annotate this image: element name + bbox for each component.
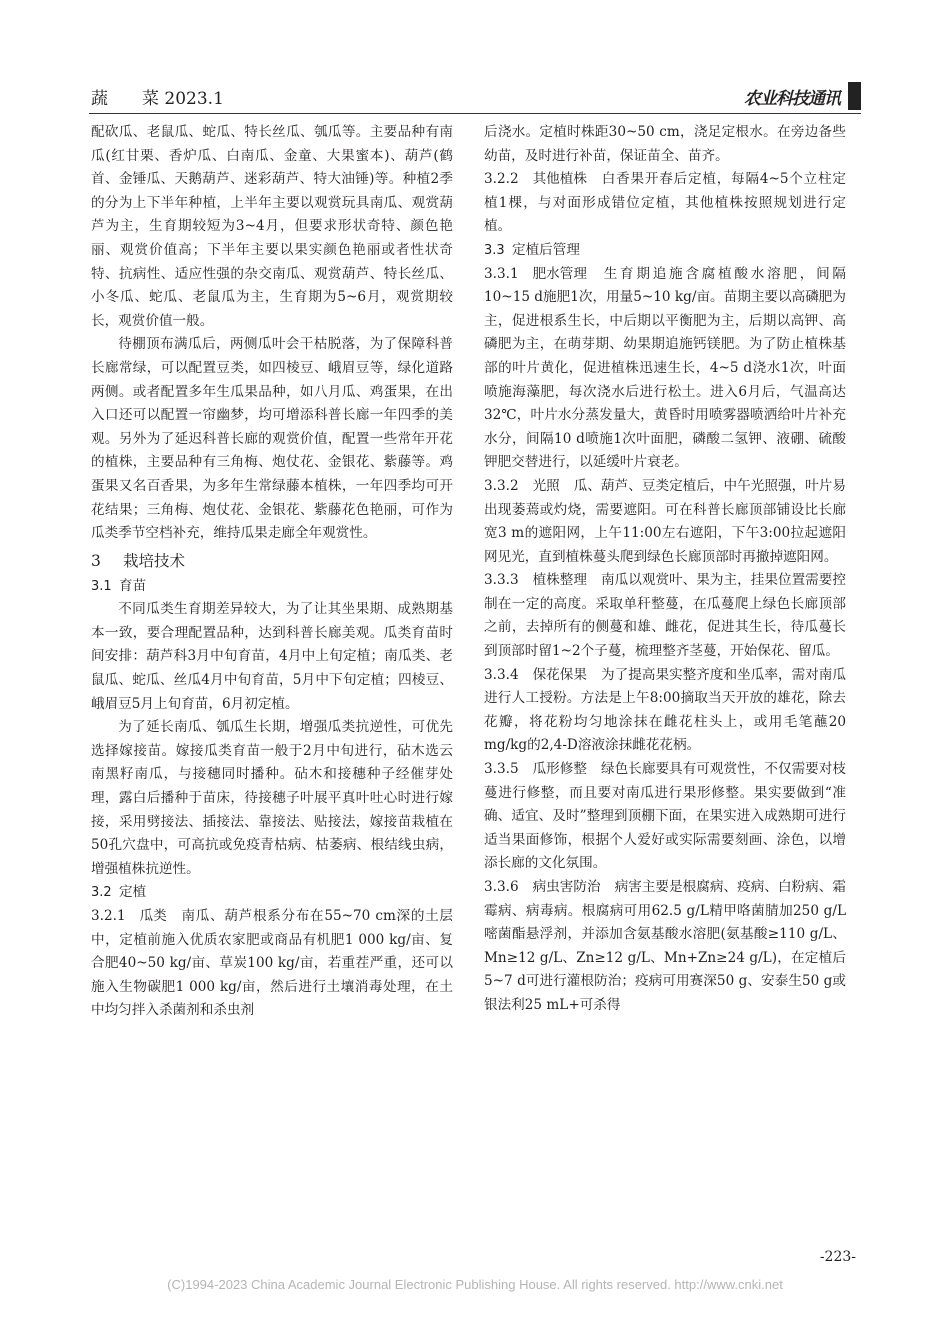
section-heading-3: [91, 548, 453, 574]
paragraph-3-3-5: [484, 758, 846, 876]
subsubsection-number: 3.3.4: [484, 666, 519, 683]
subsection-heading-3-3: [484, 239, 846, 263]
journal-name: 蔬 菜: [91, 89, 159, 109]
subsubsection-number: 3.2.1: [91, 908, 126, 924]
paragraph-text: 瓜、葫芦、豆类定植后，中午光照强，叶片易出现萎蔫或灼烧，需要遮阳。可在科普长廊顶部铺设比长廊宽3 m的遮阳网，上午11:00左右遮阳，下午3:00拉起遮阳网见光，直到植株蔓头爬到绿色长廊顶部时再撤掉遮阳网。: [484, 477, 846, 565]
subsection-number: 3.1: [91, 578, 112, 594]
subsubsection-number: 3.2.2: [484, 171, 519, 188]
subsection-number: 3.3: [484, 242, 505, 258]
subsubsection-title: 植株整理: [532, 572, 587, 589]
brand-block: [744, 82, 861, 110]
brand-logo-text: 农业科技通讯: [744, 88, 840, 109]
journal-info: [91, 84, 224, 109]
paragraph-3-3-6: [484, 876, 846, 1018]
subsubsection-number: 3.3.6: [484, 879, 519, 895]
paragraph-3-2-1: [91, 905, 453, 1023]
paragraph-3-3-1: [484, 263, 846, 475]
header-rule: [89, 113, 861, 114]
subsection-number: 3.2: [91, 885, 112, 901]
subsubsection-number: 3.3.3: [484, 572, 519, 589]
subsubsection-title: 保花保果: [532, 666, 587, 683]
running-header: [89, 82, 861, 112]
subsubsection-title: 瓜形修整: [532, 761, 587, 778]
page-number: -223-: [819, 1249, 856, 1265]
paragraph-text: 为了提高果实整齐度和坐瓜率，需对南瓜进行人工授粉。方法是上午8:00摘取当天开放的雄花，除去花瓣，将花粉均匀地涂抹在雌花柱头上，或用毛笔蘸20 mg/kg的2,4-D溶液涂抹雌花花柄。: [484, 666, 846, 754]
subsection-heading-3-1: [91, 575, 453, 599]
brand-bar: [848, 82, 861, 110]
paragraph-text: 白香果开春后定植，每隔4~5个立柱定植1棵，与对面形成错位定植，其他植株按照规划进行定植。: [484, 171, 846, 235]
paragraph-3-3-3: [484, 569, 846, 663]
subsection-heading-3-2: [91, 881, 453, 905]
paragraph: 后浇水。定植时株距30~50 cm，浇足定根水。在旁边备些幼苗，及时进行补苗，保证苗全、苗齐。: [484, 124, 846, 164]
subsubsection-title: 瓜类: [139, 908, 167, 924]
subsection-title: 定植: [119, 884, 147, 901]
left-column: [91, 121, 453, 1023]
subsubsection-title: 光照: [532, 477, 560, 494]
subsubsection-number: 3.3.1: [484, 265, 519, 282]
subsubsection-number: 3.3.5: [484, 761, 519, 778]
subsubsection-title: 其他植株: [532, 171, 587, 188]
subsection-title: 定植后管理: [512, 241, 580, 258]
subsection-title: 育苗: [119, 577, 147, 594]
paragraph: 待棚顶布满瓜后，两侧瓜叶会干枯脱落，为了保障科普长廊常绿，可以配置豆类，如四棱豆、峨眉豆等，绿化道路两侧。或者配置多年生瓜果品种，如八月瓜、鸡蛋果，在出入口还可以配置一帘幽梦，均可增添科普长廊一年四季的美观。另外为了延迟科普长廊的观赏价值，配置一些常年开花的植株，主要品种有三角梅、炮仗花、金银花、紫藤等。鸡蛋果又名百香果，为多年生常绿藤本植株，一年四季均可开花结果；三角梅、炮仗花、金银花、紫藤花色艳丽，可作为瓜类季节空档补充，维持瓜果走廊全年观赏性。: [91, 336, 453, 542]
paragraph-3-3-2: [484, 475, 846, 569]
paragraph: 配砍瓜、老鼠瓜、蛇瓜、特长丝瓜、瓠瓜等。主要品种有南瓜(红甘栗、香炉瓜、白南瓜、金童、大果蜜本)、葫芦(鹤首、金锤瓜、天鹅葫芦、迷彩葫芦、特大油锤)等。种植2季的分为上下半年种植，上半年主要以观赏玩具南瓜、观赏葫芦为主，生育期较短为3~4月，但要求形状奇特、颜色艳丽、观赏价值高；下半年主要以果实颜色艳丽或者性状奇特、抗病性、适应性强的杂交南瓜、观赏葫芦、特长丝瓜、小冬瓜、蛇瓜、老鼠瓜为主，生育期为5~6月，观赏期较长，观赏价值一般。: [91, 124, 453, 329]
paragraph-text: 病害主要是根腐病、疫病、白粉病、霜霉病、病毒病。根腐病可用62.5 g/L精甲咯菌腈加250 g/L嘧菌酯悬浮剂，并添加含氨基酸水溶肥(氨基酸≥110 g/L、Mn≥12 g/L、Zn≥12 g/L、Mn+Zn≥24 g/L)，在定植后5~7 d可进行灌根防治；疫病可用赛深50 g、安泰生50 g或银法利25 mL+可杀得: [484, 879, 846, 1013]
paragraph: 为了延长南瓜、瓠瓜生长期，增强瓜类抗逆性，可优先选择嫁接苗。嫁接瓜类育苗一般于2月中旬进行，砧木选云南黑籽南瓜，与接穗同时播种。砧木和接穗种子经催芽处理，露白后播种于苗床，待接穗子叶展平真叶吐心时进行嫁接，采用劈接法、插接法、靠接法、贴接法，嫁接苗栽植在50孔穴盘中，可高抗或免疫青枯病、枯萎病、根结线虫病，增强植株抗逆性。: [91, 719, 453, 877]
paragraph-3-3-4: [484, 664, 846, 758]
subsubsection-title: 肥水管理: [532, 265, 587, 282]
journal-issue: 2023.1: [164, 89, 224, 109]
paragraph-text: 绿色长廊要具有可观赏性，不仅需要对枝蔓进行修整，而且要对南瓜进行果形修整。果实要做到“准确、适宜、及时”整理到顶棚下面，在果实进入成熟期可进行适当果面修饰，根据个人爱好或实际需要刻画、涂色，以增添长廊的文化氛围。: [484, 761, 846, 872]
paragraph-3-2-2: [484, 168, 846, 239]
paragraph: 不同瓜类生育期差异较大，为了让其坐果期、成熟期基本一致，要合理配置品种，达到科普长廊美观。瓜类育苗时间安排：葫芦科3月中旬育苗，4月中上旬定植；南瓜类、老鼠瓜、蛇瓜、丝瓜4月中旬育苗，5月中下旬定植；四棱豆、峨眉豆5月上旬育苗，6月初定植。: [91, 601, 453, 712]
copyright-footer: (C)1994-2023 China Academic Journal Electronic Publishing House. All rights reserved. http://www.cnki.net: [167, 1277, 783, 1292]
subsubsection-title: 病虫害防治: [532, 879, 601, 895]
section-title: 栽培技术: [123, 551, 186, 570]
section-number: 3: [91, 551, 101, 570]
paragraph-text: 南瓜以观赏叶、果为主，挂果位置需要控制在一定的高度。采取单秆整蔓，在瓜蔓爬上绿色长廊顶部之前，去掉所有的侧蔓和雄、雌花，促进其生长，待瓜蔓长到顶部时留1~2个子蔓，梳理整齐茎蔓，开始保花、留瓜。: [484, 572, 846, 660]
paragraph-text: 南瓜、葫芦根系分布在55~70 cm深的土层中，定植前施入优质农家肥或商品有机肥1 000 kg/亩、复合肥40~50 kg/亩、草炭100 kg/亩，若重茬严重，还可以施入生物碳肥1 000 kg/亩，然后进行土壤消毒处理，在土中均匀拌入杀菌剂和杀虫剂: [91, 908, 453, 1019]
subsubsection-number: 3.3.2: [484, 477, 519, 494]
right-column: [484, 121, 846, 1018]
paragraph-text: 生育期追施含腐植酸水溶肥，间隔10~15 d施肥1次，用量5~10 kg/亩。苗期主要以高磷肥为主，促进根系生长，中后期以平衡肥为主，后期以高钾、高磷肥为主，在萌芽期、幼果期追施钙镁肥。为了防止植株基部的叶片黄化，促进植株迅速生长，4~5 d浇水1次，叶面喷施海藻肥，每次浇水后进行松土。进入6月后，气温高达32℃，叶片水分蒸发量大，黄昏时用喷雾器喷洒给叶片补充水分，间隔10 d喷施1次叶面肥，磷酸二氢钾、液硼、硫酸钾肥交替进行，以延缓叶片衰老。: [484, 265, 846, 471]
